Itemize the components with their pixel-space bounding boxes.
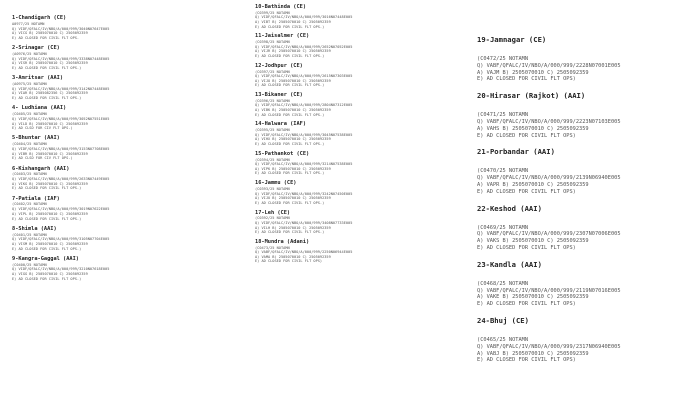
notam-line: E) AD CLOSED FOR CIVIL FLT OPS.)	[12, 66, 82, 71]
notam-line: A) VIJU B) 2505070010 C) 2505092359	[255, 196, 331, 201]
notam-line: E) AD CLOSED FOR CIVIL FLT OPS.)	[12, 216, 82, 221]
notam-line: E) AD CLOSED FOR CIVIL FLT OPS.)	[12, 246, 82, 251]
notam-line: Q) VIDF/QFALC/IV/NBO/A/000/999/3045N07538E005	[255, 132, 353, 137]
notam-line: (C0398/25 NOTAMN	[255, 40, 290, 45]
notam-line: (C0392/25 NOTAMN	[255, 216, 290, 221]
notam-line: E) AD CLOSED FOR CIVIL FLT OPS.)	[255, 171, 325, 176]
airport-heading: 7-Patiala (IAF)	[12, 195, 60, 202]
notam-entry	[255, 4, 485, 29]
notam-line: A) VISR B) 2505070010 C) 2505092359	[12, 61, 88, 66]
notam-line: A) VAJM B) 2505070010 C) 2505092359	[477, 69, 589, 76]
airport-heading: 4- Ludhiana (AAI)	[12, 105, 67, 112]
notam-line: E) AD CLOSED FOR CIVIL FLT OPS)	[477, 188, 576, 195]
column-2	[255, 4, 485, 268]
notam-line: A) VILH B) 2505070010 C) 2505092359	[255, 225, 331, 230]
notam-line: A) VIPK B) 2505070010 C) 2505092359	[255, 166, 331, 171]
airport-heading: 12-Jodhpur (CE)	[255, 62, 303, 69]
notam-entry	[477, 35, 697, 83]
airport-heading: 18-Mundra (Adani)	[255, 238, 310, 245]
notam-line: E) AD CLOSED FOR CIVIL FLT OPS.)	[255, 24, 325, 29]
notam-line: A0977/25 NOTAMN	[12, 21, 45, 26]
notam-line: (C0396/25 NOTAMN	[255, 98, 290, 103]
notam-entry	[477, 316, 697, 364]
notam-line: E) AD CLOSED FOR CIVIL FLT OPS.)	[255, 53, 325, 58]
notam-line: (C0400/25 NOTAMN	[12, 262, 47, 267]
notam-line: Q) VABF/QFALC/IV/NBO/A/000/999/2250N06944E005	[255, 250, 353, 255]
airport-heading: 17-Leh (CE)	[255, 209, 291, 216]
notam-line: E) AD CLOSED FOR CIVIL FLT OPS)	[477, 357, 576, 364]
notam-entry	[255, 151, 485, 176]
airport-heading: 5-Bhuntar (AAI)	[12, 135, 60, 142]
airport-heading: 6-Kishangarh (AAI)	[12, 165, 70, 172]
notam-line: (C0468/25 NOTAMN	[477, 280, 529, 287]
notam-entry	[477, 91, 697, 139]
airport-heading: 19-Jamnagar (CE)	[477, 35, 547, 44]
notam-line: Q) VIDF/QFALC/IV/NBO/A/000/999/2615N07303E005	[255, 74, 353, 79]
notam-line: A) VIJR B) 2505070010 C) 2505092359	[255, 49, 331, 54]
spacer	[477, 156, 697, 168]
notam-line: E) AD CLOSED FOR CIVIL FLT OPS)	[255, 259, 323, 264]
notam-line: (C0403/25 NOTAMN	[12, 172, 47, 177]
spacer	[477, 213, 697, 225]
notam-line: (C0470/25 NOTAMN	[477, 168, 529, 175]
notam-line: A) VAKS B) 2505070010 C) 2505092359	[477, 238, 589, 245]
notam-line: Q) VABF/QFALC/IV/NBO/A/000/999/2317N06940E005	[477, 343, 621, 350]
notam-entry	[12, 226, 242, 252]
notam-line: Q) VIDF/QFALC/IV/NBO/A/000/999/3338N07448E005	[12, 56, 110, 61]
airport-heading: 3-Amritsar (AAI)	[12, 75, 64, 82]
notam-line: A) VIJO B) 2505070010 C) 2505092359	[255, 78, 331, 83]
notam-line: Q) VIDF/QFALC/IV/NBO/A/000/999/3214N07538E005	[255, 162, 353, 167]
notam-entry	[12, 135, 242, 161]
notam-line: A) VIBR B) 2505070010 C) 2505092359	[12, 151, 88, 156]
notam-entry	[12, 196, 242, 222]
notam-entry	[255, 121, 485, 146]
notam-line: A) VABJ B) 2505070010 C) 2505092359	[477, 350, 589, 357]
notam-line: Q) VABF/QFALC/IV/NBO/A/000/999/2307N07006E005	[477, 231, 621, 238]
notam-line: E) AD CLOSED FOR CIVIL FLT OPS.	[12, 35, 80, 40]
airport-heading: 9-Kangra-Gaggal (AAI)	[12, 255, 79, 262]
notam-line: E) AD CLOSED FOR CIVIL FLT OPS.)	[12, 186, 82, 191]
airport-heading: 23-Kandla (AAI)	[477, 259, 542, 269]
notam-line: Q) VIDF/QFALC/IV/NBO/A/000/999/3019N07622E005	[12, 207, 110, 212]
notam-line: E) AD CLOSED FOR CIVIL FLT OPS.)	[255, 112, 325, 117]
notam-line: A) VIAR B) 2505082356 C) 2505092359	[12, 91, 88, 96]
airport-heading: 11-Jaisalmer (CE)	[255, 33, 310, 40]
notam-line: E) AD CLOSED FOR CIVIL FLT OPS.)	[255, 200, 325, 205]
notam-line: Q) VIDF/QFALC/IV/NBO/A/000/999/2652N07052E005	[255, 44, 353, 49]
airport-heading: 15-Pathankot (CE)	[255, 150, 310, 157]
notam-line: (C0399/25 NOTAMN	[255, 10, 290, 15]
notam-line: E) AD CLSD FOR CIV FLT OPS.)	[12, 126, 73, 131]
notam-line: (C0401/25 NOTAMN	[12, 232, 47, 237]
airport-heading: 10-Bathinda (CE)	[255, 4, 307, 10]
notam-line: E) AD CLOSED FOR CIVIL FLT OPS.)	[255, 83, 325, 88]
column-1	[12, 15, 242, 286]
notam-line: Q) VABF/QFALC/IV/NBO/A/000/999/2139N06940E005	[477, 175, 621, 182]
notam-line: A) VAKE B) 2505070010 C) 2505092359	[477, 294, 589, 301]
airport-heading: 14-Halwara (IAF)	[255, 121, 307, 128]
notam-line: Q) VIDF/QFALC/IV/NBO/A/000/999/2804N07312E005	[255, 103, 353, 108]
notam-entry	[255, 210, 485, 235]
notam-line: A) VAPR B) 2505070010 C) 2505092359	[477, 181, 589, 188]
airport-heading: 8-Shimla (AAI)	[12, 225, 57, 232]
airport-heading: 24-Bhuj (CE)	[477, 315, 529, 325]
notam-line: (C0393/25 NOTAMN	[255, 186, 290, 191]
notam-line: Q) VIDF/QFALC/IV/NBO/A/000/999/3040N07647E005	[12, 26, 110, 31]
notam-entry	[12, 166, 242, 192]
notam-line: (C0394/25 NOTAMN	[255, 157, 290, 162]
notam-entry	[477, 260, 697, 308]
notam-line: A) VIBT B) 2505070010 C) 2505092359	[255, 19, 331, 24]
notam-entry	[12, 15, 242, 41]
notam-line: (C0472/25 NOTAMN	[477, 56, 529, 62]
notam-line: Q) VIDF/QFALC/IV/NBO/A/000/999/2633N07449E005	[12, 177, 110, 182]
notam-line: Q) VIDF/QFALC/IV/NBO/A/000/999/3052N07551E005	[12, 116, 110, 121]
airport-heading: 22-Keshod (AAI)	[477, 203, 542, 213]
notam-entry	[12, 256, 242, 282]
airport-heading: 21-Porbandar (AAI)	[477, 147, 555, 157]
notam-entry	[255, 92, 485, 117]
spacer	[477, 325, 697, 337]
airport-heading: 16-Jammu (CE)	[255, 180, 297, 187]
notam-line: E) AD CLOSED FOR CIVIL FLT OPS)	[477, 244, 576, 251]
notam-line: E) AD CLOSED FOR CIVIL FLT OPS.)	[12, 96, 82, 101]
notam-line: (C0471/25 NOTAMN	[477, 112, 529, 119]
notam-line: A) VICG B) 2505070010 C) 2505092359	[12, 31, 88, 36]
notam-line: E) AD CLOSED FOR CIVIL FLT OPS)	[477, 76, 576, 83]
spacer	[477, 44, 697, 56]
notam-line: (A0975/25 NOTAMN	[12, 82, 47, 87]
notam-line: A) VIPL B) 2505070010 C) 2505092359	[12, 211, 88, 216]
notam-line: Q) VIDF/QFALC/IV/NBO/A/000/999/3210N07618E005	[12, 267, 110, 272]
notam-line: Q) VIDF/QFALC/IV/NBO/A/000/999/3105N07704E005	[12, 237, 110, 242]
notam-line: A) VISM B) 2505070010 C) 2505092359	[12, 241, 88, 246]
spacer	[477, 100, 697, 112]
notam-line: Q) VIDF/QFALC/IV/NBO/A/000/999/3016N07448E005	[255, 15, 353, 20]
notam-line: Q) VABF/QFALC/IV/NBO/A/000/999/2228N07001E005	[477, 62, 621, 69]
notam-line: (C0473/25 NOTAMN	[255, 245, 290, 250]
notam-entry	[12, 75, 242, 101]
notam-entry	[12, 105, 242, 131]
notam-entry	[255, 239, 485, 264]
notam-line: A) VAMA B) 2505070010 C) 2505092359	[255, 254, 331, 259]
notam-entry	[255, 33, 485, 58]
notam-line: (C0465/25 NOTAMN	[477, 336, 529, 343]
notam-entry	[255, 63, 485, 88]
notam-entry	[477, 204, 697, 252]
notam-line: E) AD CLSD FOR CIV FLT OPS.)	[12, 156, 73, 161]
notam-line: E) AD CLOSED FOR CIVIL FLT OPS.)	[255, 230, 325, 235]
notam-line: Q) VABF/QFALC/IV/NBO/A/000/999/2119N07016E005	[477, 287, 621, 294]
notam-line: (C0395/25 NOTAMN	[255, 128, 290, 133]
notam-line: (C0469/25 NOTAMN	[477, 224, 529, 231]
notam-line: Q) VIDF/QFALC/IV/NBO/A/000/999/3153N07708E005	[12, 146, 110, 151]
notam-line: (C0402/25 NOTAMN	[12, 202, 47, 207]
notam-line: A) VIHX B) 2505070010 C) 2505092359	[255, 137, 331, 142]
notam-line: E) AD CLOSED FOR CIVIL FLT OPS.)	[255, 142, 325, 147]
notam-line: E) AD CLOSED FOR CIVIL FLT OPS)	[477, 301, 576, 308]
airport-heading: 1-Chandigarh (CE)	[12, 15, 67, 21]
notam-line: A) VIKG B) 2505070010 C) 2505092359	[12, 181, 88, 186]
notam-line: Q) VABF/QFALC/IV/NBO/A/000/999/2223N07103E005	[477, 118, 621, 125]
notam-line: (C0404/25 NOTAMN	[12, 142, 47, 147]
notam-line: A) VIBK B) 2505070010 C) 2505092359	[255, 108, 331, 113]
notam-line: (C0405/25 NOTAMN	[12, 112, 47, 117]
notam-entry	[12, 45, 242, 71]
notam-line: Q) VIDF/QFALC/IV/NBO/A/000/999/3408N07733E005	[255, 220, 353, 225]
notam-line: (A0976/25 NOTAMN	[12, 51, 47, 56]
notam-line: A) VIGG B) 2505070010 C) 2505092359	[12, 272, 88, 277]
notam-line: (C0397/25 NOTAMN	[255, 69, 290, 74]
notam-entry	[477, 147, 697, 195]
notam-line: Q) VIDF/QFALC/IV/NBO/A/000/999/3242N07450E005	[255, 191, 353, 196]
airport-heading: 2-Srinagar (CE)	[12, 45, 60, 52]
spacer	[477, 269, 697, 281]
airport-heading: 13-Bikaner (CE)	[255, 92, 303, 99]
notam-line: Q) VIDF/QFALC/IV/NBO/A/000/999/3142N07448E005	[12, 86, 110, 91]
notam-line: E) AD CLOSED FOR CIVIL FLT OPS)	[477, 132, 576, 139]
notam-line: A) VILD B) 2505070010 C) 2505092359	[12, 121, 88, 126]
notam-entry	[255, 180, 485, 205]
column-3	[477, 35, 697, 372]
airport-heading: 20-Hirasar (Rajkot) (AAI)	[477, 91, 586, 101]
notam-line: A) VAHS B) 2505070010 C) 2505092359	[477, 125, 589, 132]
notam-line: E) AD CLOSED FOR CIVIL FLT OPS.)	[12, 276, 82, 281]
